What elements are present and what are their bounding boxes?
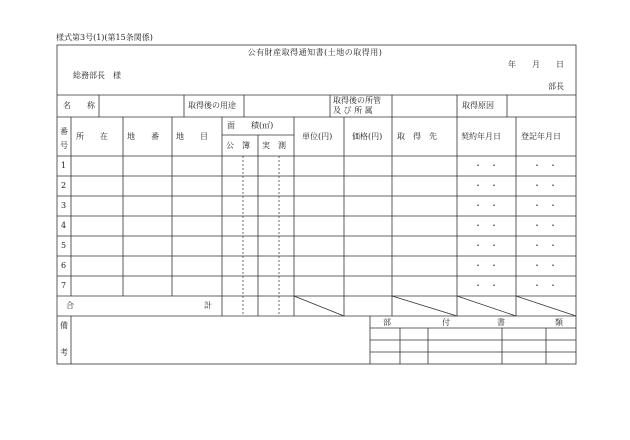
row-number: 6 [61, 261, 67, 270]
row-number: 1 [61, 161, 67, 170]
date-month: 月 [532, 60, 540, 69]
header-unit-price: 単位(円) [302, 132, 333, 141]
header-contract-date: 契約年月日 [461, 132, 501, 141]
label-name: 名 称 [63, 101, 95, 110]
header-area: 面 積(㎡) [227, 121, 274, 130]
label-acquisition-reason: 取得原因 [462, 101, 494, 110]
remarks-label-b: 考 [60, 348, 68, 357]
row-registration-date: ・ ・ [533, 261, 557, 270]
header-lot-number: 地 番 [127, 132, 159, 141]
row-contract-date: ・ ・ [474, 201, 498, 210]
remarks-label-a: 備 [60, 321, 68, 330]
row-contract-date: ・ ・ [474, 181, 498, 190]
date-year: 年 [508, 60, 516, 69]
row-number: 5 [61, 241, 67, 250]
attachments-header-3: 書 [497, 318, 505, 327]
total-label-b: 計 [204, 301, 212, 310]
label-department-line1: 取得後の所管 [333, 96, 381, 105]
label-use-after-acquisition: 取得後の用途 [188, 101, 236, 110]
row-registration-date: ・ ・ [533, 201, 557, 210]
date-day: 日 [556, 60, 564, 69]
header-acquired-from: 取 得 先 [397, 132, 437, 141]
header-area-registry: 公 簿 [226, 141, 250, 150]
row-number: 2 [61, 181, 67, 190]
header-registration-date: 登記年月日 [521, 132, 561, 141]
addressee: 総務部長 様 [73, 71, 121, 80]
row-registration-date: ・ ・ [533, 281, 557, 290]
row-registration-date: ・ ・ [533, 181, 557, 190]
header-number-b: 号 [60, 141, 68, 150]
form-title: 公有財産取得通知書(土地の取得用) [247, 48, 383, 57]
header-land-category: 地 目 [176, 132, 208, 141]
row-contract-date: ・ ・ [474, 221, 498, 230]
header-area-actual: 実 測 [262, 141, 286, 150]
total-label-a: 合 [66, 301, 74, 310]
label-department-line2: 及 び 所 属 [333, 106, 373, 115]
sender-department: 部長 [548, 82, 564, 91]
form-reference: 様式第3号(1)(第15条関係) [56, 33, 153, 42]
header-number-a: 番 [60, 127, 68, 136]
attachments-header-4: 類 [555, 318, 563, 327]
attachments-header-2: 付 [442, 318, 450, 327]
row-contract-date: ・ ・ [474, 261, 498, 270]
row-registration-date: ・ ・ [533, 221, 557, 230]
row-registration-date: ・ ・ [533, 161, 557, 170]
row-contract-date: ・ ・ [474, 241, 498, 250]
attachments-header-1: 部 [383, 318, 391, 327]
row-number: 7 [61, 281, 67, 290]
row-registration-date: ・ ・ [533, 241, 557, 250]
header-price: 価格(円) [352, 132, 383, 141]
row-contract-date: ・ ・ [474, 161, 498, 170]
header-location: 所 在 [76, 132, 108, 141]
row-number: 3 [61, 201, 67, 210]
row-contract-date: ・ ・ [474, 281, 498, 290]
row-number: 4 [61, 221, 67, 230]
